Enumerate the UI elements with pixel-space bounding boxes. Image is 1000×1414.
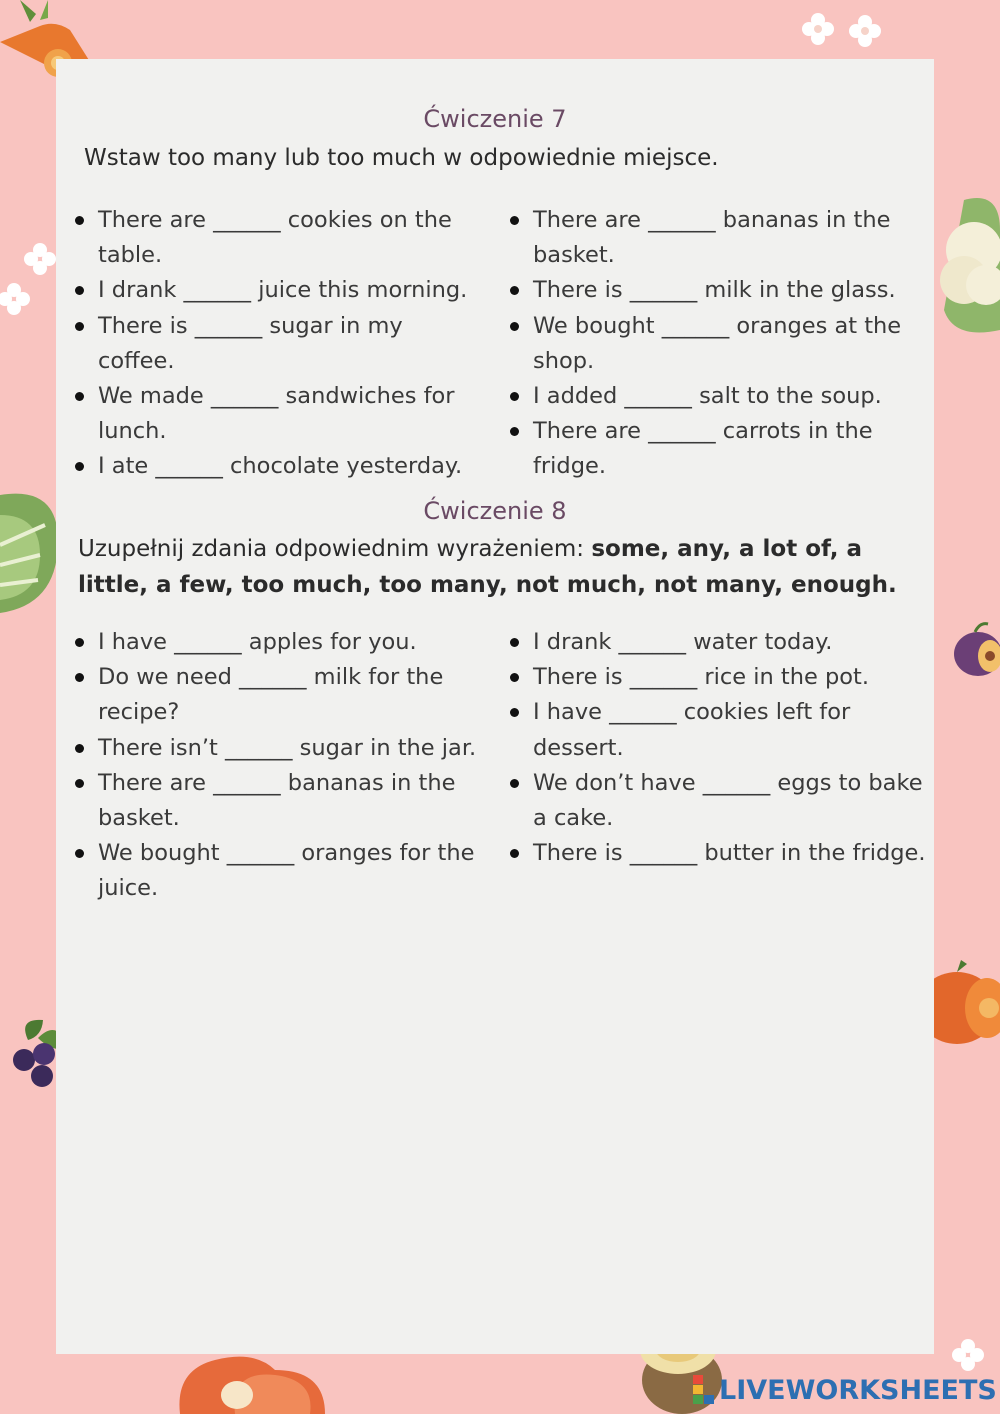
flower-icon [800,10,890,50]
list-item: I drank ______ water today. [533,625,933,660]
list-item: There is ______ sugar in my coffee. [98,309,484,379]
list-item: Do we need ______ milk for the recipe? [98,660,484,730]
cabbage-icon [0,485,60,615]
cauliflower-icon [934,190,1000,340]
list-item: There are ______ cookies on the table. [98,203,484,273]
flower-icon [0,238,60,318]
exercise-8-right-list [491,625,933,871]
list-item: There isn’t ______ sugar in the jar. [98,731,484,766]
list-item: We bought ______ oranges at the shop. [533,309,928,379]
list-item: There are ______ bananas in the basket. [533,203,928,273]
exercise-7-title: Ćwiczenie 7 [423,105,567,133]
brand-name: LIVEWORKSHEETS [719,1374,997,1406]
plum-icon [950,620,1000,680]
liveworksheets-brand[interactable] [693,1372,997,1408]
list-item: We don’t have ______ eggs to bake a cake. [533,766,933,836]
liveworksheets-logo-icon [693,1375,715,1405]
salmon-icon [175,1350,330,1414]
exercise-7-left-list [56,203,484,485]
list-item: There are ______ bananas in the basket. [98,766,484,836]
list-item: I have ______ cookies left for dessert. [533,695,933,765]
list-item: There is ______ rice in the pot. [533,660,933,695]
list-item: I drank ______ juice this morning. [98,273,484,308]
instruction-word-list: some, any, a lot of, a little, a few, too much, too many, not much, not many, enough. [78,536,897,598]
worksheet-page [56,59,934,1354]
exercise-7-right-list [491,203,928,485]
list-item: There is ______ butter in the fridge. [533,836,933,871]
list-item: I added ______ salt to the soup. [533,379,928,414]
exercise-8-left-list [56,625,484,907]
exercise-8-title: Ćwiczenie 8 [423,497,567,525]
exercise-8-instruction [78,531,898,603]
list-item: We bought ______ oranges for the juice. [98,836,484,906]
exercise-7-instruction: Wstaw too many lub too much w odpowiednie miejsce. [84,145,719,171]
list-item: There is ______ milk in the glass. [533,273,928,308]
list-item: There are ______ carrots in the fridge. [533,414,928,484]
instruction-text: Uzupełnij zdania odpowiednim wyrażeniem: [78,536,592,562]
list-item: I ate ______ chocolate yesterday. [98,449,484,484]
list-item: I have ______ apples for you. [98,625,484,660]
flower-icon [938,1336,1000,1376]
list-item: We made ______ sandwiches for lunch. [98,379,484,449]
